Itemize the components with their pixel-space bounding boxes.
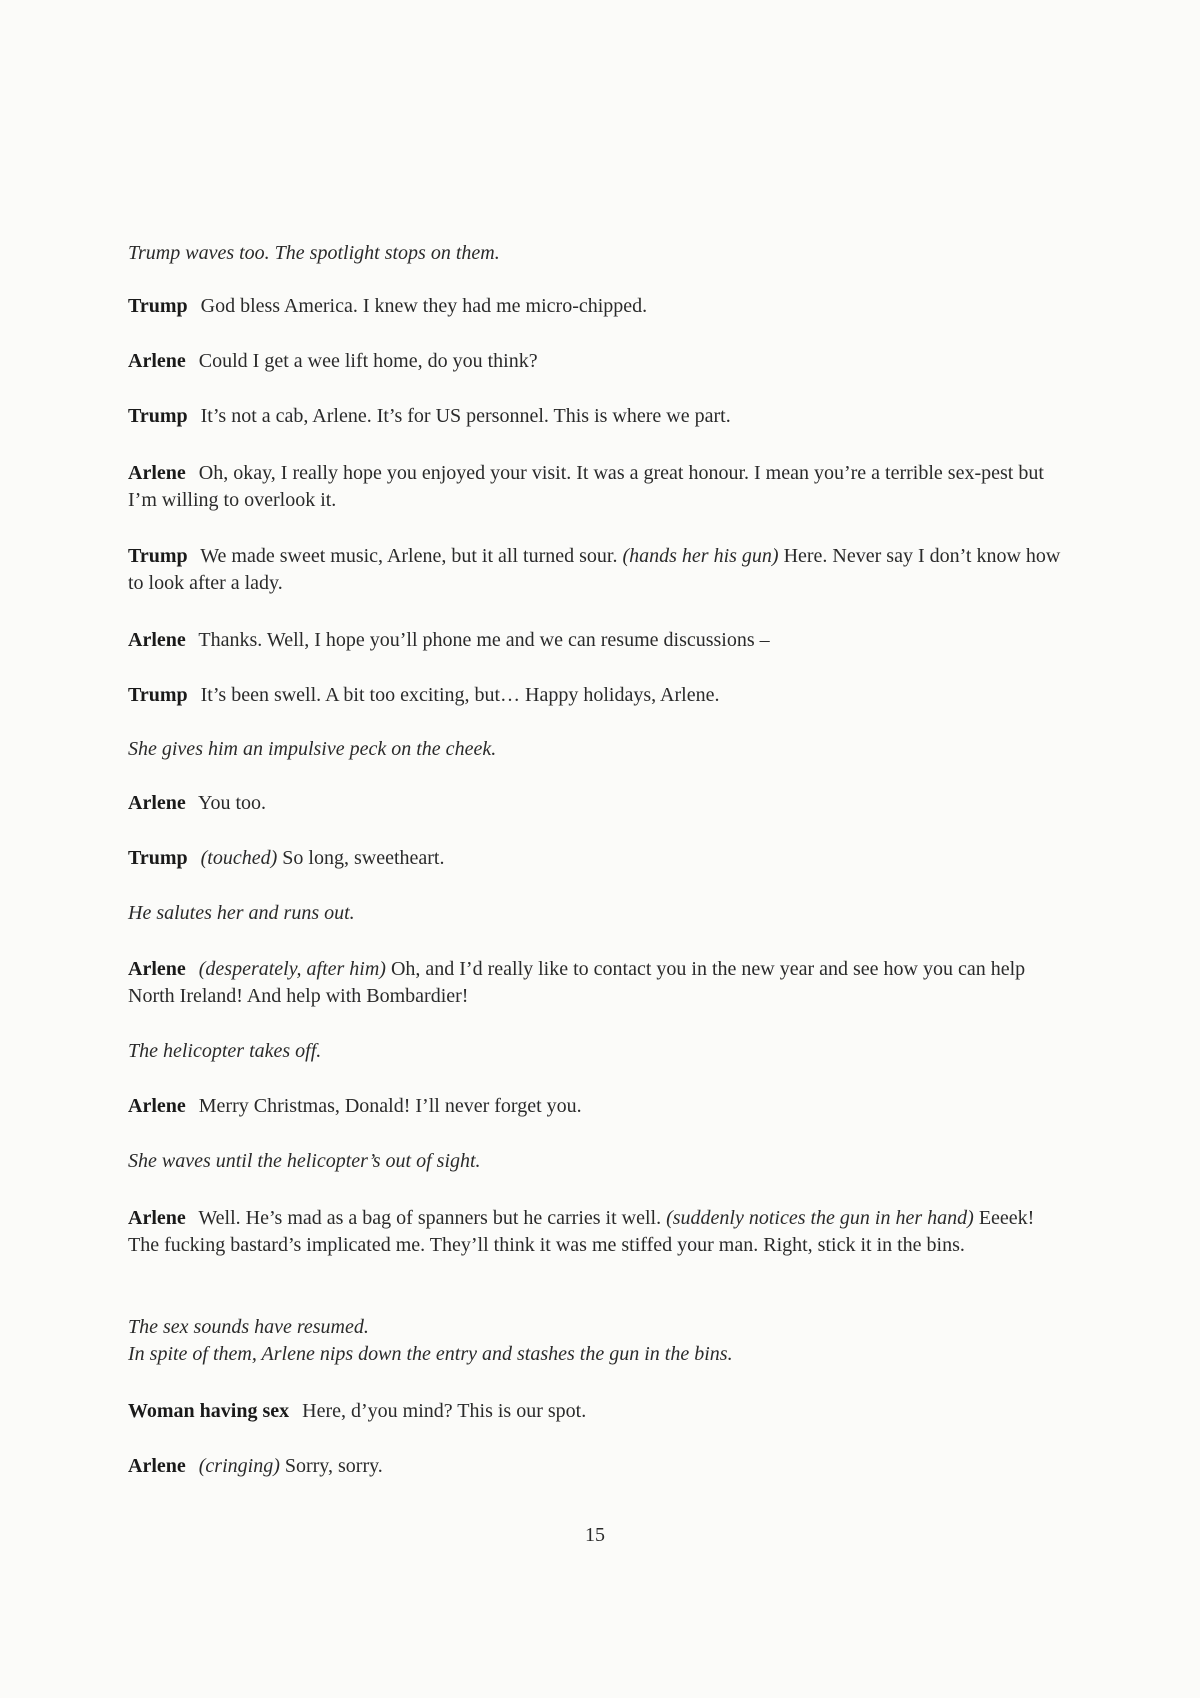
dialogue-line <box>128 1205 1063 1259</box>
stage-direction-text: He salutes her and runs out. <box>128 902 355 924</box>
speaker-name: Arlene <box>128 1207 186 1229</box>
stage-direction <box>128 240 1063 267</box>
dialogue-text: Could I get a wee lift home, do you think? <box>198 350 538 372</box>
parenthetical: (hands her his gun) <box>622 545 779 567</box>
stage-direction <box>128 1148 1063 1175</box>
dialogue-text: You too. <box>198 792 267 814</box>
speaker-name: Trump <box>128 405 188 427</box>
parenthetical: (cringing) <box>198 1455 280 1477</box>
dialogue-line <box>128 543 1063 597</box>
dialogue-line <box>128 845 1063 872</box>
dialogue-text: We made sweet music, Arlene, but it all turned sour. <box>200 545 618 567</box>
speaker-name: Trump <box>128 295 188 317</box>
dialogue-line <box>128 403 1063 430</box>
dialogue-text: So long, sweetheart. <box>282 847 445 869</box>
dialogue-line <box>128 1093 1063 1120</box>
parenthetical: (desperately, after him) <box>198 958 386 980</box>
dialogue-text: Eeeek! The fucking bastard’s implicated me. They’ll think it was me stiffed your man. Right, stick it in the bins. <box>128 1207 1035 1256</box>
dialogue-text: God bless America. I knew they had me micro-chipped. <box>200 295 648 317</box>
speaker-name: Arlene <box>128 1455 186 1477</box>
parenthetical: (touched) <box>200 847 278 869</box>
stage-direction <box>128 900 1063 927</box>
stage-direction-text: The helicopter takes off. <box>128 1040 322 1062</box>
dialogue-text: Thanks. Well, I hope you’ll phone me and we can resume discussions – <box>198 629 770 651</box>
dialogue-line <box>128 790 1063 817</box>
speaker-name: Arlene <box>128 958 186 980</box>
stage-direction-text: The sex sounds have resumed. <box>128 1316 369 1338</box>
dialogue-line <box>128 348 1063 375</box>
dialogue-line <box>128 627 1063 654</box>
dialogue-line <box>128 460 1063 514</box>
stage-direction-text: She gives him an impulsive peck on the cheek. <box>128 738 497 760</box>
speaker-name: Trump <box>128 684 188 706</box>
dialogue-line <box>128 1398 1063 1425</box>
speaker-name: Arlene <box>128 1095 186 1117</box>
speaker-name: Arlene <box>128 629 186 651</box>
speaker-name: Arlene <box>128 462 186 484</box>
dialogue-text: Here. Never say I don’t know how to look after a lady. <box>128 545 1061 594</box>
dialogue-text: It’s not a cab, Arlene. It’s for US personnel. This is where we part. <box>200 405 731 427</box>
stage-direction <box>128 736 1063 763</box>
dialogue-text: Well. He’s mad as a bag of spanners but he carries it well. <box>198 1207 662 1229</box>
stage-direction-text: She waves until the helicopter’s out of sight. <box>128 1150 481 1172</box>
speaker-name: Arlene <box>128 792 186 814</box>
dialogue-text: Merry Christmas, Donald! I’ll never forget you. <box>198 1095 582 1117</box>
dialogue-text: It’s been swell. A bit too exciting, but… Happy holidays, Arlene. <box>200 684 720 706</box>
parenthetical: (suddenly notices the gun in her hand) <box>666 1207 974 1229</box>
dialogue-line <box>128 293 1063 320</box>
dialogue-text: Here, d’you mind? This is our spot. <box>302 1400 587 1422</box>
dialogue-line <box>128 682 1063 709</box>
speaker-name: Trump <box>128 545 188 567</box>
stage-direction-text: Trump waves too. The spotlight stops on them. <box>128 242 500 264</box>
speaker-name: Woman having sex <box>128 1400 290 1422</box>
dialogue-text: Oh, and I’d really like to contact you in the new year and see how you can help North Ireland! And help with Bombardier! <box>128 958 1026 1007</box>
speaker-name: Arlene <box>128 350 186 372</box>
stage-direction-text: In spite of them, Arlene nips down the entry and stashes the gun in the bins. <box>128 1343 733 1365</box>
dialogue-line <box>128 956 1063 1010</box>
dialogue-text: Sorry, sorry. <box>284 1455 383 1477</box>
dialogue-line <box>128 1453 1063 1480</box>
page-number: 15 <box>585 1524 605 1546</box>
stage-direction <box>128 1314 1063 1368</box>
stage-direction <box>128 1038 1063 1065</box>
dialogue-text: Oh, okay, I really hope you enjoyed your visit. It was a great honour. I mean you’re a terrible sex-pest but I’m willing to overlook it. <box>128 462 1044 511</box>
speaker-name: Trump <box>128 847 188 869</box>
